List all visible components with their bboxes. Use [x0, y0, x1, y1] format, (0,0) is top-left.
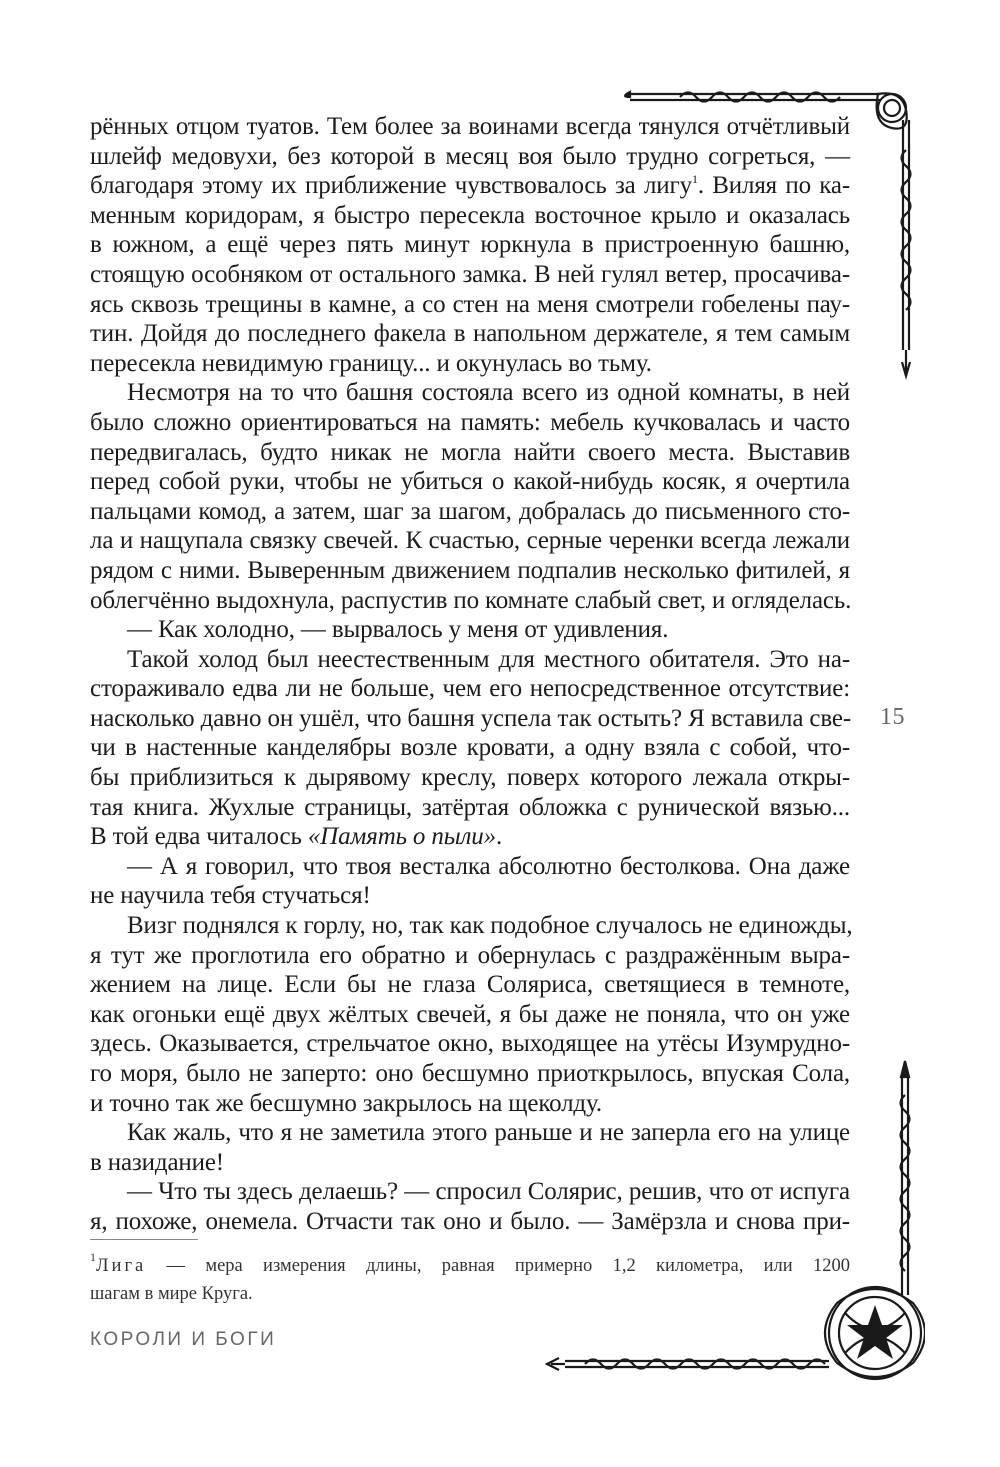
text-line: чи в настенные канделябры возле кровати, а одну взяла с собой, что-: [90, 734, 850, 762]
text-line: я, похоже, онемела. Отчасти так оно и было. — Замёрзла и снова при-: [90, 1207, 850, 1235]
text-line: — Как холодно, — вырвалось у меня от удивления.: [127, 616, 669, 644]
text-line: го моря, было не заперто: оно бесшумно приоткрылось, впуская Сола,: [90, 1060, 850, 1087]
text-line: — Что ты здесь делаешь? — спросил Солярис, решив, что от испуга: [127, 1178, 850, 1206]
body-text: [90, 112, 853, 1237]
text-line: рённых отцом туатов. Тем более за воинами всегда тянулся отчётливый: [90, 113, 850, 140]
text-line: в южном, а ещё через пять минут юркнула в пристроенную башню,: [90, 231, 850, 259]
text-line: бы приблизиться к дырявому креслу, поверх которого лежала откры-: [90, 764, 850, 792]
footnote-text: — мера измерения длины, равная примерно 1,2 километра, или 1200: [146, 1256, 850, 1276]
text-line: Как жаль, что я не заметила этого раньше и не заперла его на улице: [127, 1119, 850, 1147]
paragraph: [90, 1177, 850, 1236]
paragraph: [90, 645, 850, 852]
text-line: в назидание!: [90, 1148, 224, 1176]
text-line: Такой холод был неестественным для местного обитателя. Это на-: [127, 645, 850, 673]
footnote-marker: 1: [90, 1250, 96, 1264]
text-line: [90, 822, 850, 852]
text-line: облегчённо выдохнула, распустив по комнате слабый свет, и огляделась.: [90, 586, 852, 614]
book-title: «Память о пыли»: [307, 823, 496, 851]
text-line: тая книга. Жухлые страницы, затёртая обложка с рунической вязью...: [90, 793, 850, 821]
text-line: как огоньки ещё двух жёлтых свечей, я бы даже не поняла, что он уже: [90, 1000, 850, 1028]
text-line: рядом с ними. Выверенным движением подпалив несколько фитилей, я: [90, 556, 850, 584]
text-line: стораживало едва ли не больше, чем его непосредственное отсутствие:: [90, 675, 850, 703]
paragraph: [90, 911, 853, 1118]
text-line: передвигалась, будто никак не могла найти своего места. Выставив: [90, 438, 850, 466]
text-run: благодаря этому их приближение чувствовалось за лигу: [90, 172, 692, 200]
text-line: [90, 171, 850, 201]
text-run: В той едва читалось: [90, 823, 308, 851]
text-line: ла и нащупала связку свечей. К счастью, серные черенки всегда лежали: [90, 527, 850, 555]
paragraph: [90, 378, 850, 615]
text-line: пересекла невидимую границу... и окунулась во тьму.: [90, 349, 652, 377]
text-line: я тут же проглотила его обратно и обернулась с раздражённым выра-: [90, 941, 850, 969]
text-line: перед собой руки, чтобы не убиться о какой-нибудь косяк, я очертила: [90, 468, 850, 496]
text-line: шлейф медовухи, без которой в месяц воя было трудно согреться, —: [90, 142, 850, 170]
running-title: КОРОЛИ И БОГИ: [90, 1329, 277, 1350]
paragraph: [90, 852, 850, 911]
text-run: . Виляя по ка-: [697, 172, 851, 200]
text-line: стоящую особняком от остального замка. В ней гулял ветер, просачива-: [90, 260, 850, 288]
text-line: было сложно ориентироваться на память: мебель кучковалась и часто: [90, 408, 850, 436]
footnote-line: [90, 1252, 850, 1280]
paragraph: [90, 112, 850, 378]
text-line: Несмотря на то что башня состояла всего из одной комнаты, в ней: [127, 379, 850, 407]
text-line: жением на лице. Если бы не глаза Соляриса, светящиеся в темноте,: [90, 971, 850, 999]
text-line: насколько давно он ушёл, что башня успела так остыть? Я вставила све-: [90, 704, 852, 732]
text-line: не научила тебя стучаться!: [90, 882, 371, 910]
text-line: тин. Дойдя до последнего факела в напольном держателе, я тем самым: [90, 320, 850, 348]
text-line: пальцами комод, а затем, шаг за шагом, добралась до письменного сто-: [90, 497, 850, 525]
footnote: [90, 1252, 850, 1308]
page-number: 15: [880, 704, 905, 730]
paragraph: [90, 615, 850, 645]
footnote-line: шагам в мире Круга.: [90, 1284, 253, 1304]
footnote-divider: [90, 1239, 198, 1240]
text-line: менным коридорам, я быстро пересекла восточное крыло и оказалась: [90, 201, 850, 229]
text-line: здесь. Оказывается, стрельчатое окно, выходящее на утёсы Изумрудно-: [90, 1030, 850, 1058]
text-line: и точно так же бесшумно закрылось на щеколду.: [90, 1089, 602, 1117]
paragraph: [90, 1118, 850, 1177]
footnote-reference[interactable]: 1: [691, 172, 698, 187]
footnote-term: Лига: [96, 1256, 147, 1276]
text-line: Визг поднялся к горлу, но, так как подобное случалось не единожды,: [127, 912, 853, 940]
text-line: — А я говорил, что твоя весталка абсолютно бестолкова. Она даже: [127, 852, 850, 880]
text-line: ясь сквозь трещины в камне, а со стен на меня смотрели гобелены пау-: [90, 290, 850, 318]
text-run: .: [495, 823, 503, 851]
